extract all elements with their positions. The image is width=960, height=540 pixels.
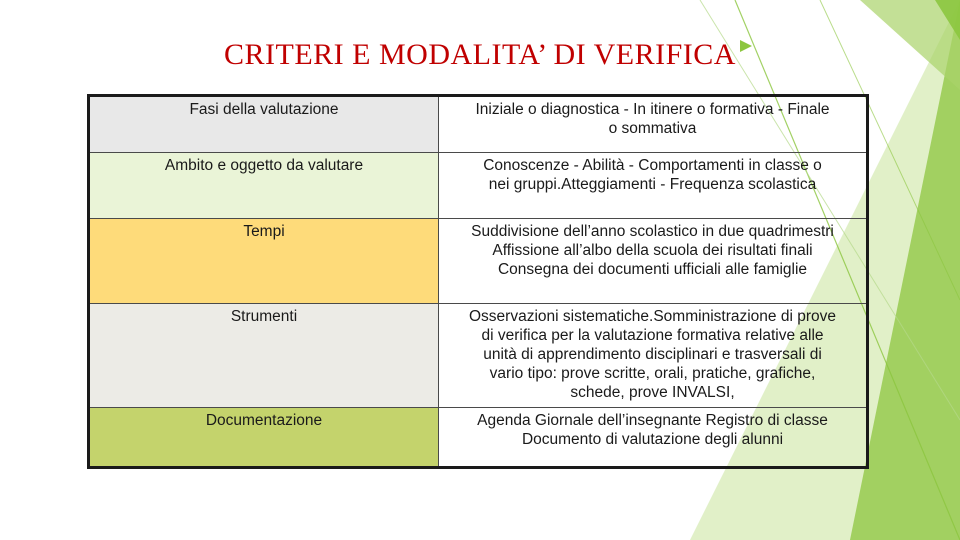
row-label: Fasi della valutazione <box>89 96 439 153</box>
value-line: Documento di valutazione degli alunni <box>521 431 784 448</box>
table-row <box>89 96 868 153</box>
table-row <box>89 153 868 219</box>
row-label: Documentazione <box>89 408 439 468</box>
value-line: vario tipo: prove scritte, orali, pratiche, grafiche, <box>489 365 816 382</box>
row-value <box>439 408 868 468</box>
row-value <box>439 96 868 153</box>
table-row <box>89 219 868 304</box>
row-label: Tempi <box>89 219 439 304</box>
value-line: unità di apprendimento disciplinari e trasversali di <box>483 346 822 363</box>
value-line: Suddivisione dell’anno scolastico in due quadrimestri <box>471 223 834 240</box>
row-value <box>439 304 868 408</box>
value-line: Conoscenze - Abilità - Comportamenti in classe o <box>483 157 822 174</box>
criteria-table <box>87 94 869 469</box>
table-row <box>89 304 868 408</box>
slide-title: CRITERI E MODALITA’ DI VERIFICA <box>224 38 736 71</box>
value-line: di verifica per la valutazione formativa relative alle <box>481 327 824 344</box>
table-row <box>89 408 868 468</box>
value-line: o sommativa <box>608 120 697 137</box>
value-line: Osservazioni sistematiche.Somministrazione di prove <box>469 308 836 325</box>
row-value <box>439 219 868 304</box>
row-label: Ambito e oggetto da valutare <box>89 153 439 219</box>
value-line: schede, prove INVALSI, <box>570 384 735 401</box>
row-label: Strumenti <box>89 304 439 408</box>
value-line: Agenda Giornale dell’insegnante Registro di classe <box>477 412 828 429</box>
row-value <box>439 153 868 219</box>
value-line: Affissione all’albo della scuola dei risultati finali <box>492 242 813 259</box>
value-line: Consegna dei documenti ufficiali alle famiglie <box>497 261 808 278</box>
value-line: Iniziale o diagnostica - In itinere o formativa - Finale <box>475 101 830 118</box>
value-line: nei gruppi.Atteggiamenti - Frequenza scolastica <box>488 176 817 193</box>
